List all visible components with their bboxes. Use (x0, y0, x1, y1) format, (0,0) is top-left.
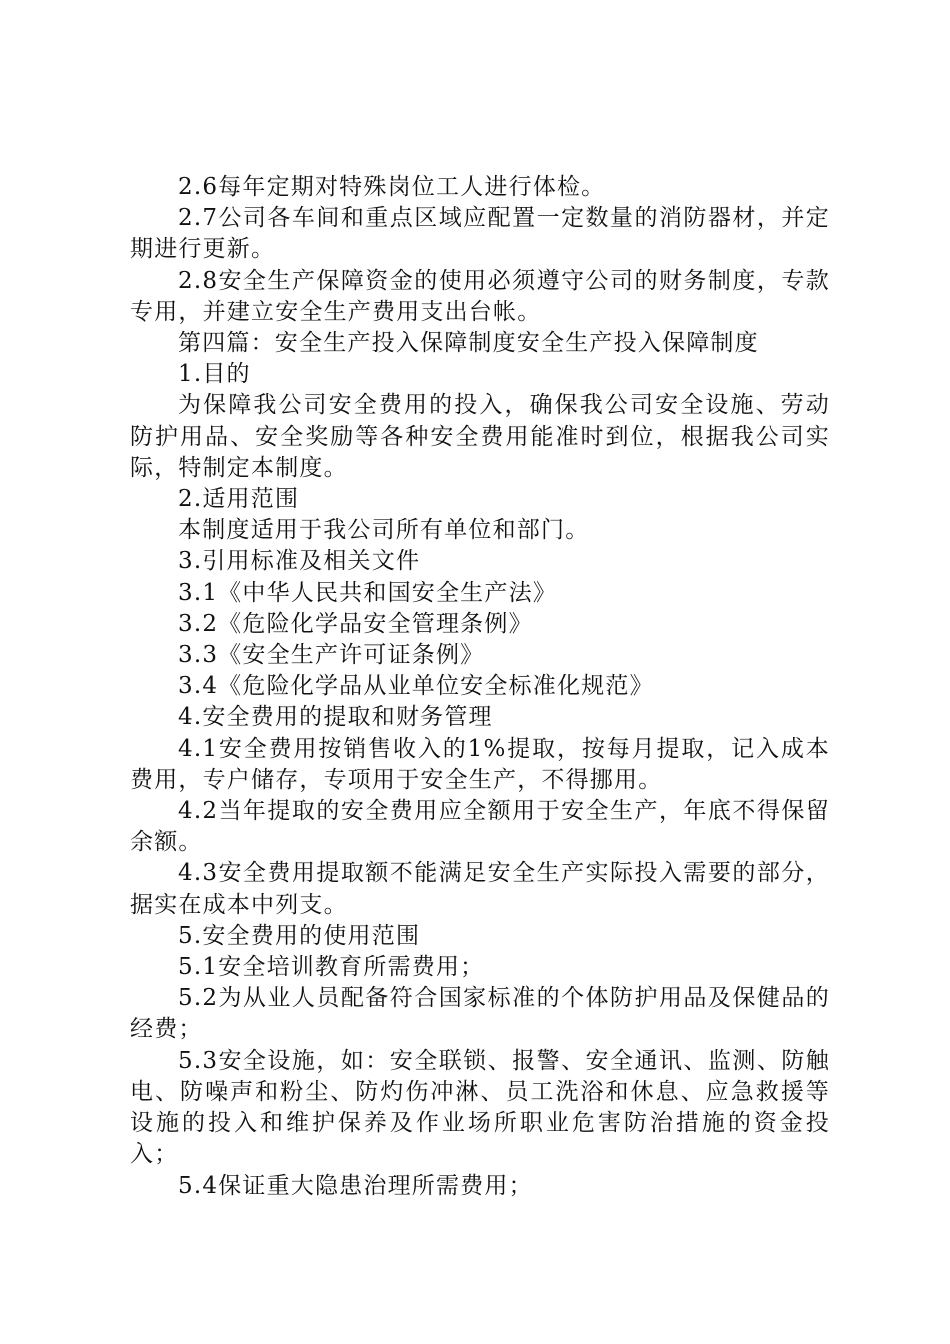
paragraph-4-1: 4.1安全费用按销售收入的1%提取，按每月提取，记入成本费用，专户储存，专项用于安全生产，不得挪用。 (130, 735, 830, 793)
paragraph-purpose: 为保障我公司安全费用的投入，确保我公司安全设施、劳动防护用品、安全奖励等各种安全费用能准时到位，根据我公司实际，特制定本制度。 (130, 392, 830, 481)
paragraph-2-8: 2.8安全生产保障资金的使用必须遵守公司的财务制度，专款专用，并建立安全生产费用支出台帐。 (130, 267, 830, 325)
reference-item-3-4: 3.4《危险化学品从业单位安全标准化规范》 (178, 673, 654, 700)
reference-item-3-3: 3.3《安全生产许可证条例》 (178, 642, 485, 669)
paragraph-4-2: 4.2当年提取的安全费用应全额用于安全生产，年底不得保留余额。 (130, 798, 830, 856)
paragraph-5-3: 5.3安全设施，如：安全联锁、报警、安全通讯、监测、防触电、防噪声和粉尘、防灼伤冲淋、员工洗浴和休息、应急救援等设施的投入和维护保养及作业场所职业危害防治措施的资金投入； (130, 1047, 830, 1168)
paragraph-2-7: 2.7公司各车间和重点区域应配置一定数量的消防器材，并定期进行更新。 (130, 205, 830, 263)
section-heading-references: 3.引用标准及相关文件 (178, 548, 421, 575)
section-heading-purpose: 1.目的 (178, 361, 251, 388)
section-heading-scope: 2.适用范围 (178, 486, 300, 513)
paragraph-5-1: 5.1安全培训教育所需费用； (178, 954, 485, 981)
paragraph-5-2: 5.2为从业人员配备符合国家标准的个体防护用品及保健品的经费； (130, 985, 830, 1043)
paragraph-5-4: 5.4保证重大隐患治理所需费用； (178, 1172, 533, 1199)
reference-item-3-1: 3.1《中华人民共和国安全生产法》 (178, 579, 557, 606)
paragraph-scope: 本制度适用于我公司所有单位和部门。 (178, 517, 590, 544)
section-heading-finance: 4.安全费用的提取和财务管理 (178, 704, 493, 731)
section-heading-usage: 5.安全费用的使用范围 (178, 922, 421, 949)
paragraph-4-3: 4.3安全费用提取额不能满足安全生产实际投入需要的部分，据实在成本中列支。 (130, 860, 830, 918)
reference-item-3-2: 3.2《危险化学品安全管理条例》 (178, 610, 533, 637)
document-body (130, 172, 830, 1202)
chapter-heading: 第四篇：安全生产投入保障制度安全生产投入保障制度 (178, 330, 759, 357)
paragraph-2-6: 2.6每年定期对特殊岗位工人进行体检。 (178, 174, 606, 200)
